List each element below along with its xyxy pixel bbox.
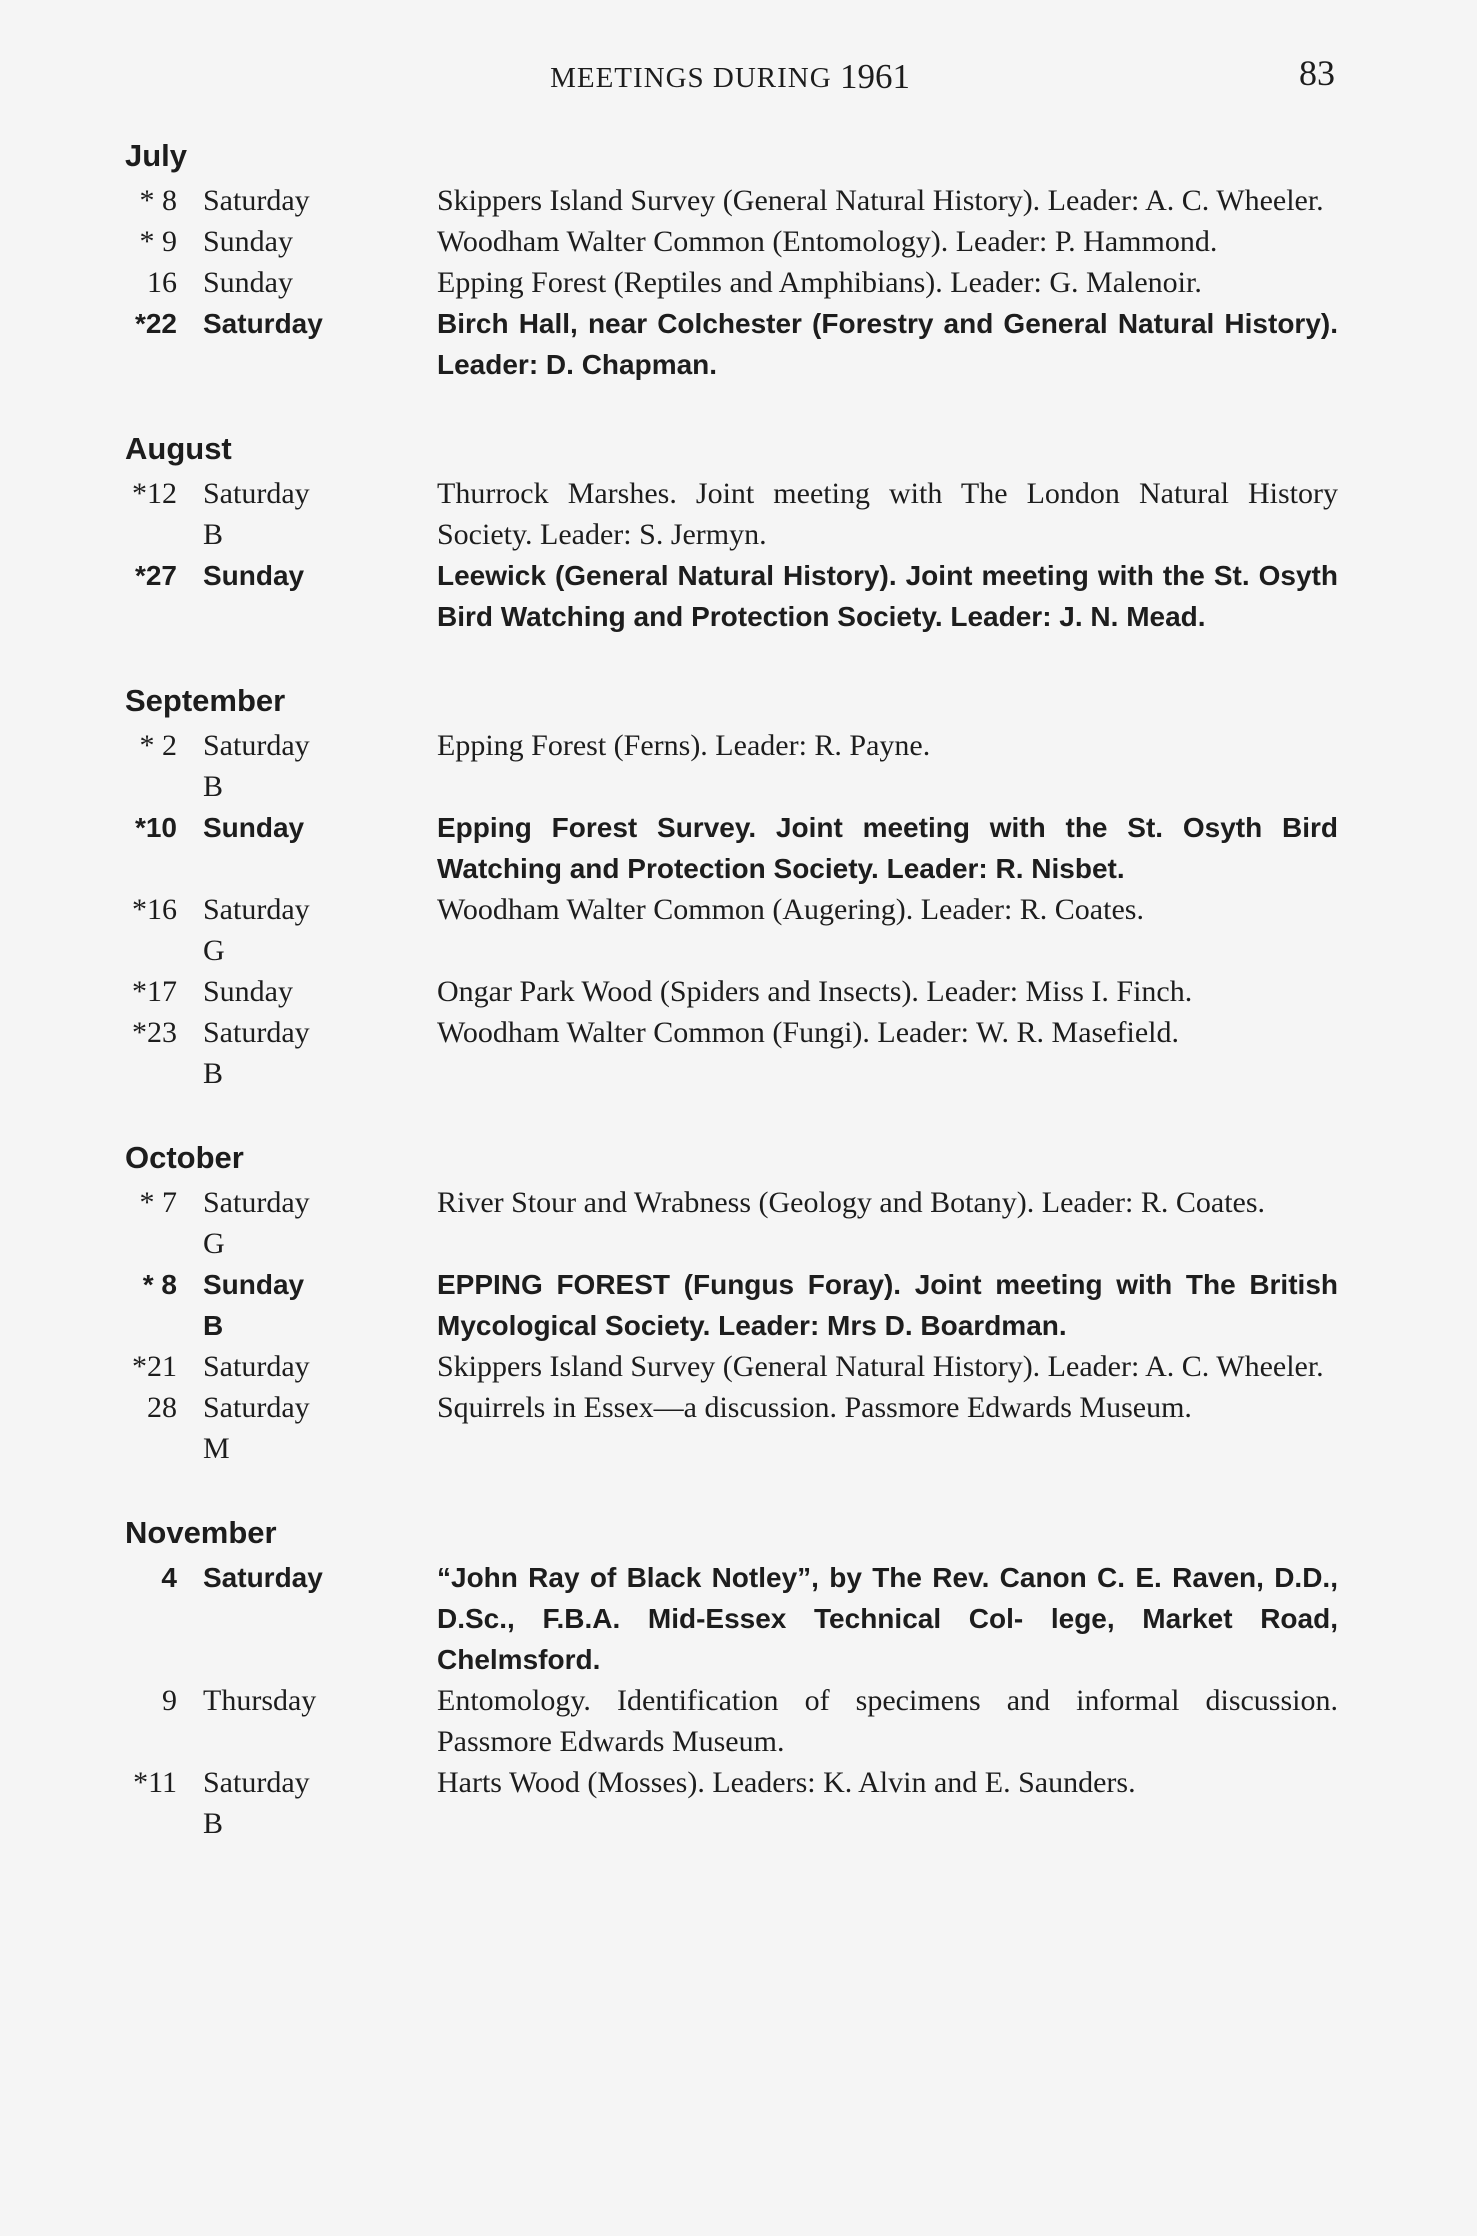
meeting-date: * 8 [142,1269,177,1300]
month-heading: September [125,683,286,718]
meeting-group-code: B [203,1057,224,1090]
meeting-day: Saturday [203,893,310,926]
meeting-date: *27 [134,560,177,591]
meeting-entry [125,1387,1340,1469]
meeting-date: *11 [133,1766,177,1799]
page-number: 83 [1299,53,1335,93]
meeting-entry [125,262,1340,303]
meeting-entry [125,303,1340,385]
meeting-date: * 7 [139,1186,177,1219]
meeting-day-cell [177,1680,433,1762]
meeting-day-cell [177,1264,433,1346]
meeting-group-code: G [203,934,225,967]
meeting-date: *17 [132,975,177,1008]
meeting-day: Sunday [203,812,305,843]
meeting-entry [125,971,1340,1012]
month-section [125,677,1340,1094]
meeting-description: Harts Wood (Mosses). Leaders: K. Alvin and E. Saunders. [437,1766,1136,1799]
meeting-day: Saturday [203,729,310,762]
meeting-day: Sunday [203,1269,305,1300]
meeting-day-cell [177,473,433,555]
meeting-description: Woodham Walter Common (Fungi). Leader: W. R. Masefield. [437,1016,1179,1049]
meeting-day-cell [177,725,433,807]
meeting-day: Saturday [203,184,310,217]
meeting-day: Sunday [203,225,293,258]
meeting-day-cell [177,555,433,637]
month-heading: August [125,431,232,466]
meeting-group-code: B [203,770,224,803]
month-heading: October [125,1140,244,1175]
meeting-entry [125,725,1340,807]
meeting-entry [125,1264,1340,1346]
meeting-description: Skippers Island Survey (General Natural History). Leader: A. C. Wheeler. [437,1350,1324,1383]
meeting-description: Ongar Park Wood (Spiders and Insects). Leader: Miss I. Finch. [437,975,1193,1008]
meeting-day-cell [177,807,433,889]
meeting-day: Saturday [203,1562,323,1593]
meeting-day: Saturday [203,1186,310,1219]
meeting-entry [125,1680,1340,1762]
meeting-description: Skippers Island Survey (General Natural History). Leader: A. C. Wheeler. [437,184,1324,217]
meeting-entry [125,1182,1340,1264]
meeting-description: Epping Forest Survey. Joint meeting with the St. Osyth Bird Watching and Protection Society. Leader: R. Nisbet. [437,812,1338,884]
meeting-group-code: M [203,1432,230,1465]
meeting-date: * 9 [139,225,177,258]
meeting-description: Woodham Walter Common (Augering). Leader: R. Coates. [437,893,1144,926]
meeting-day: Thursday [203,1684,317,1717]
meeting-day-cell [177,971,433,1012]
meeting-entry [125,221,1340,262]
meeting-day: Saturday [203,308,323,339]
page-title [125,56,1335,96]
month-section [125,132,1340,385]
meeting-description: Squirrels in Essex—a discussion. Passmore Edwards Museum. [437,1391,1192,1424]
meeting-description: River Stour and Wrabness (Geology and Botany). Leader: R. Coates. [437,1186,1266,1219]
meeting-description: Thurrock Marshes. Joint meeting with The London Natural History Society. Leader: S. Jermyn. [437,477,1338,551]
meeting-group-code: B [203,1310,224,1341]
meeting-description: Birch Hall, near Colchester (Forestry and General Natural History). Leader: D. Chapman. [437,308,1338,380]
meeting-date: 16 [147,266,177,299]
meeting-day-cell [177,262,433,303]
month-heading: November [125,1515,277,1550]
meeting-day: Sunday [203,975,293,1008]
meeting-day-cell [177,1762,433,1844]
page-title-year: 1961 [839,57,910,96]
meetings-list [125,132,1340,1844]
meeting-description: Epping Forest (Ferns). Leader: R. Payne. [437,729,931,762]
month-heading: July [125,138,188,173]
meeting-date: *22 [134,308,177,339]
meeting-entry [125,1762,1340,1844]
meeting-day-cell [177,1182,433,1264]
meeting-entry [125,180,1340,221]
meeting-date: *16 [132,893,177,926]
meeting-description: Leewick (General Natural History). Joint meeting with the St. Osyth Bird Watching and Protection Society. Leader: J. N. Mead. [437,560,1338,632]
month-section [125,425,1340,637]
meeting-entry [125,1346,1340,1387]
meeting-day-cell [177,1557,433,1680]
month-section [125,1134,1340,1469]
meeting-description: Entomology. Identification of specimens and informal discussion. Passmore Edwards Museum. [437,1684,1338,1758]
meeting-day-cell [177,1387,433,1469]
meeting-date: *21 [132,1350,177,1383]
meeting-entry [125,473,1340,555]
meeting-day: Sunday [203,266,293,299]
month-section [125,1509,1340,1844]
meeting-day: Saturday [203,1766,310,1799]
meeting-group-code: G [203,1227,225,1260]
meeting-date: 28 [147,1391,177,1424]
meeting-group-code: B [203,518,224,551]
meeting-description: Woodham Walter Common (Entomology). Leader: P. Hammond. [437,225,1218,258]
meeting-day-cell [177,221,433,262]
meeting-day-cell [177,889,433,971]
meeting-date: * 8 [139,184,177,217]
meeting-entry [125,1557,1340,1680]
meeting-day-cell [177,180,433,221]
meeting-day: Saturday [203,1350,310,1383]
running-head [125,52,1335,100]
meeting-date: *12 [132,477,177,510]
meeting-date: * 2 [139,729,177,762]
meeting-entry [125,807,1340,889]
meeting-day: Saturday [203,477,310,510]
meeting-day: Sunday [203,560,305,591]
meeting-entry [125,1012,1340,1094]
meeting-date: 4 [161,1562,177,1593]
meeting-entry [125,889,1340,971]
meeting-description: EPPING FOREST (Fungus Foray). Joint meeting with The British Mycological Society. Leader: Mrs D. Boardman. [437,1269,1338,1341]
meeting-day: Saturday [203,1016,310,1049]
meeting-description: Epping Forest (Reptiles and Amphibians). Leader: G. Malenoir. [437,266,1202,299]
meeting-entry [125,555,1340,637]
meeting-description: “John Ray of Black Notley”, by The Rev. Canon C. E. Raven, D.D., D.Sc., F.B.A. Mid-Essex Technical Col- lege, Market Road, Chelmsford. [437,1562,1338,1675]
meeting-date: *23 [132,1016,177,1049]
page-title-text: MEETINGS DURING [550,62,832,94]
meeting-group-code: B [203,1807,224,1840]
meeting-day-cell [177,303,433,385]
meeting-day: Saturday [203,1391,310,1424]
meeting-day-cell [177,1346,433,1387]
meeting-day-cell [177,1012,433,1094]
meeting-date: *10 [134,812,177,843]
meeting-date: 9 [162,1684,177,1717]
